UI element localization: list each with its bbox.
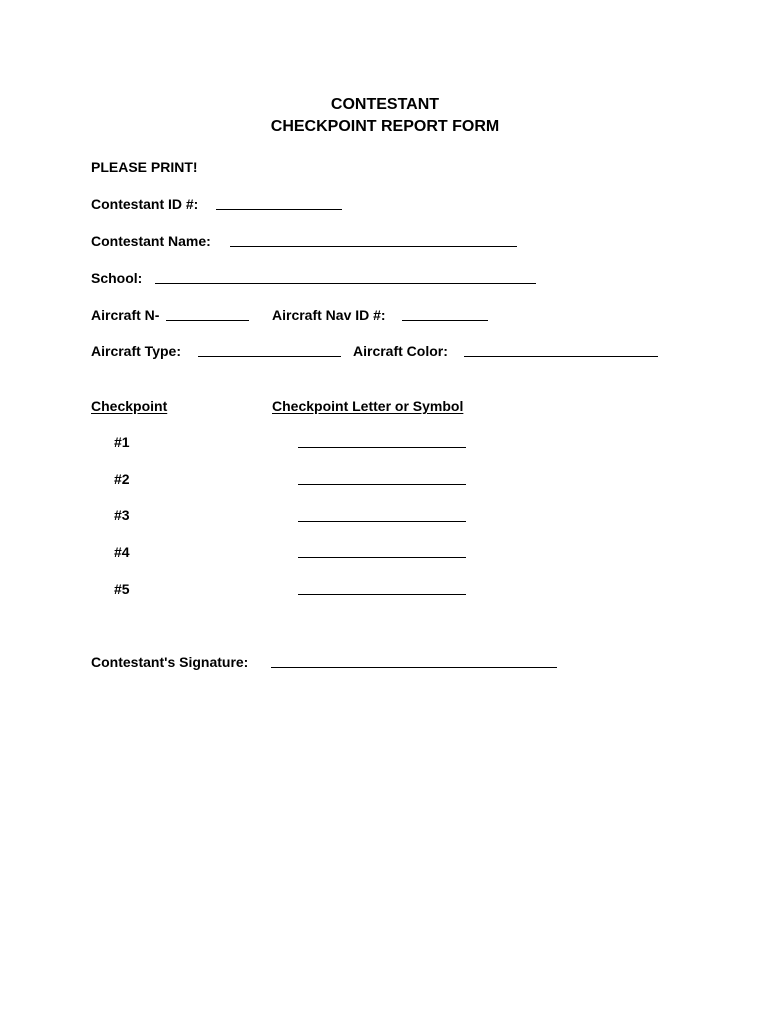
- contestant-name-label: Contestant Name:: [91, 233, 211, 249]
- aircraft-nav-id-field[interactable]: [402, 320, 488, 321]
- form-title-line1: CONTESTANT: [330, 96, 440, 113]
- school-label: School:: [91, 270, 143, 286]
- aircraft-n-label: Aircraft N-: [91, 307, 160, 323]
- aircraft-nav-id-label: Aircraft Nav ID #:: [272, 307, 386, 323]
- checkpoint-4-field[interactable]: [298, 557, 466, 558]
- checkpoint-row-label: #3: [114, 507, 130, 523]
- signature-label: Contestant's Signature:: [91, 654, 249, 670]
- checkpoint-row-label: #5: [114, 581, 130, 597]
- aircraft-type-field[interactable]: [198, 356, 341, 357]
- checkpoint-letter-column-header: Checkpoint Letter or Symbol: [272, 398, 464, 414]
- contestant-name-field[interactable]: [230, 246, 517, 247]
- checkpoint-row-label: #4: [114, 544, 130, 560]
- school-field[interactable]: [155, 283, 536, 284]
- checkpoint-1-field[interactable]: [298, 447, 466, 448]
- signature-field[interactable]: [271, 667, 557, 668]
- checkpoint-row-label: #1: [114, 434, 130, 450]
- contestant-id-field[interactable]: [216, 209, 342, 210]
- checkpoint-5-field[interactable]: [298, 594, 466, 595]
- checkpoint-column-header: Checkpoint: [91, 398, 168, 414]
- checkpoint-3-field[interactable]: [298, 521, 466, 522]
- aircraft-n-field[interactable]: [166, 320, 249, 321]
- please-print-instruction: PLEASE PRINT!: [91, 159, 198, 175]
- contestant-id-label: Contestant ID #:: [91, 196, 199, 212]
- aircraft-type-label: Aircraft Type:: [91, 343, 181, 359]
- checkpoint-row-label: #2: [114, 471, 130, 487]
- form-title-line2: CHECKPOINT REPORT FORM: [270, 118, 500, 135]
- aircraft-color-label: Aircraft Color:: [353, 343, 448, 359]
- checkpoint-2-field[interactable]: [298, 484, 466, 485]
- aircraft-color-field[interactable]: [464, 356, 658, 357]
